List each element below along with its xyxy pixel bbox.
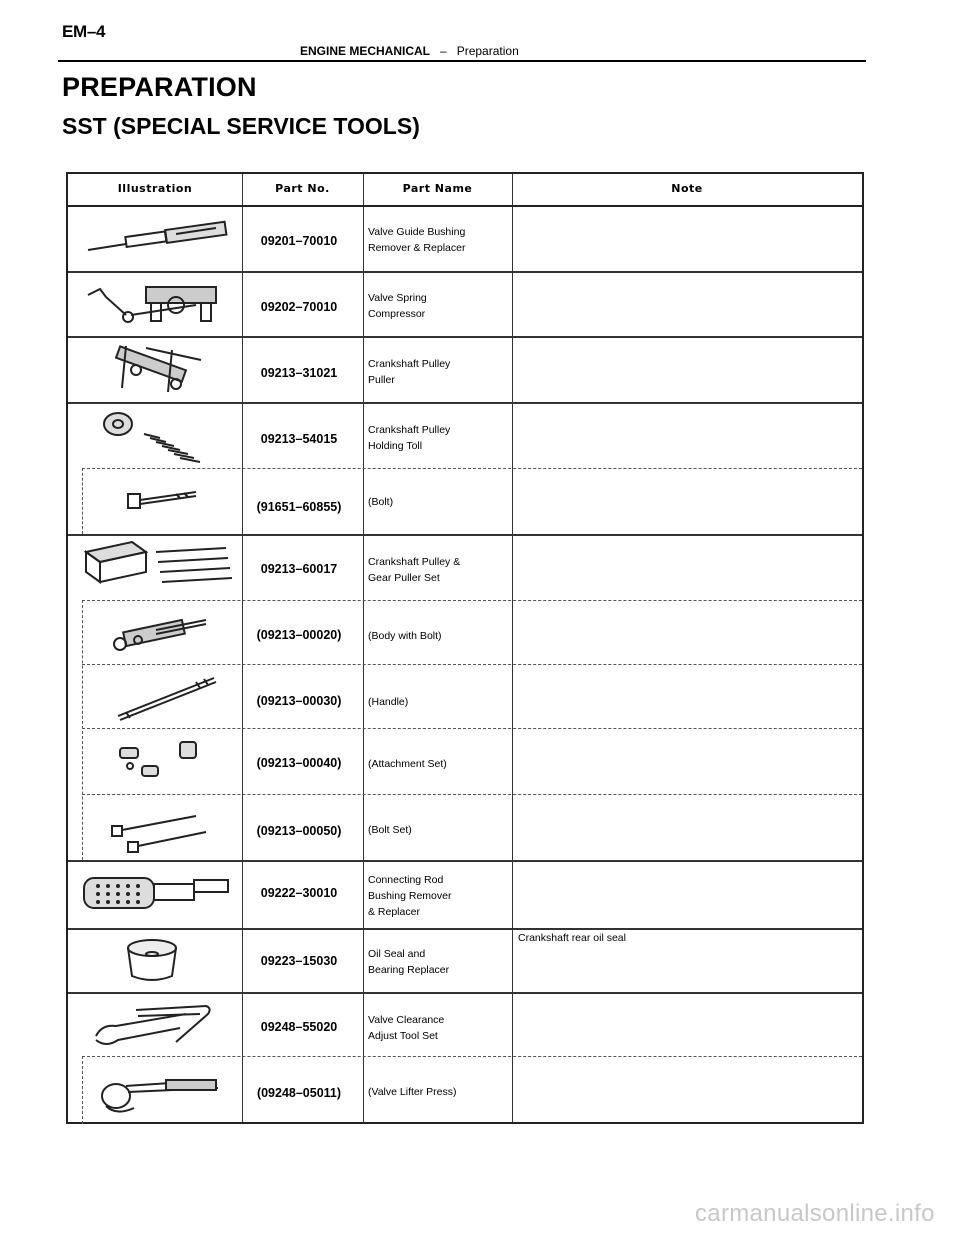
part-number: 09213–54015 — [260, 432, 338, 446]
oil-seal-replacer-icon — [76, 932, 238, 990]
part-name-line: Valve Clearance — [368, 1014, 445, 1026]
crankshaft-pulley-holding-tool-icon — [76, 406, 238, 464]
part-name-line: (Body with Bolt) — [368, 630, 442, 642]
part-name-line: Puller — [368, 374, 395, 386]
part-name-line: Crankshaft Pulley & — [368, 556, 461, 568]
valve-spring-compressor-icon — [76, 275, 238, 333]
part-number: 09223–15030 — [260, 954, 338, 968]
part-name-line: (Valve Lifter Press) — [368, 1086, 457, 1098]
column-header-part-name: Part Name — [402, 182, 473, 195]
row-separator — [68, 336, 862, 338]
part-number: 09213–31021 — [260, 366, 338, 380]
part-name-line: (Bolt Set) — [368, 824, 412, 836]
subrow-separator — [82, 468, 862, 469]
subrow-separator — [82, 1056, 862, 1057]
part-name-line: Crankshaft Pulley — [368, 424, 451, 436]
row-separator — [68, 534, 862, 536]
column-divider — [363, 174, 364, 1122]
page-title: PREPARATION — [62, 72, 257, 102]
subrow-separator — [82, 664, 862, 665]
part-number: 09222–30010 — [260, 886, 338, 900]
part-name-line: Bearing Replacer — [368, 964, 450, 976]
part-name — [368, 494, 508, 510]
part-name-line: Adjust Tool Set — [368, 1030, 438, 1042]
row-separator — [68, 402, 862, 404]
part-number: (09213–00020) — [256, 628, 342, 642]
subsection-title: Preparation — [456, 44, 519, 58]
subrow-separator — [82, 600, 862, 601]
crankshaft-pulley-puller-icon — [76, 340, 238, 398]
attachment-set-icon — [76, 732, 238, 790]
column-header-illustration: Illustration — [117, 182, 193, 195]
part-name — [368, 946, 508, 978]
part-name — [368, 756, 508, 772]
puller-body-with-bolt-icon — [76, 604, 238, 662]
part-name — [368, 872, 508, 920]
header-rule-line — [68, 205, 862, 207]
page-code: EM–4 — [62, 22, 106, 41]
part-name — [368, 554, 508, 586]
part-name-line: Compressor — [368, 308, 426, 320]
row-separator — [68, 992, 862, 994]
part-number: 09213–60017 — [260, 562, 338, 576]
part-name-line: Bushing Remover — [368, 890, 452, 902]
part-name — [368, 224, 508, 256]
part-number: (91651–60855) — [256, 500, 342, 514]
part-name — [368, 1012, 508, 1044]
sst-table — [66, 172, 864, 1124]
bolt-set-icon — [76, 798, 238, 856]
part-name-line: Valve Spring — [368, 292, 427, 304]
bolt-icon — [76, 472, 238, 530]
handle-icon — [76, 668, 238, 726]
part-name-line: (Handle) — [368, 696, 409, 708]
section-title: ENGINE MECHANICAL — [300, 44, 431, 58]
subrow-separator — [82, 728, 862, 729]
row-separator — [68, 860, 862, 862]
page-subtitle: SST (SPECIAL SERVICE TOOLS) — [62, 113, 420, 139]
section-separator: – — [440, 44, 447, 58]
header-rule — [58, 60, 866, 62]
part-name-line: Gear Puller Set — [368, 572, 440, 584]
part-number: 09201–70010 — [260, 234, 338, 248]
part-name-line: Oil Seal and — [368, 948, 426, 960]
part-name-line: Valve Guide Bushing — [368, 226, 466, 238]
valve-guide-bushing-remover-icon — [76, 210, 238, 268]
part-number: (09213–00030) — [256, 694, 342, 708]
column-divider — [242, 174, 243, 1122]
column-header-part-no: Part No. — [275, 182, 330, 195]
part-name-line: & Replacer — [368, 906, 420, 918]
part-number: (09248–05011) — [256, 1086, 342, 1100]
note-text: Crankshaft rear oil seal — [518, 932, 626, 944]
row-separator — [68, 271, 862, 273]
part-name — [368, 1084, 508, 1100]
part-name — [368, 822, 508, 838]
valve-lifter-press-icon — [76, 1060, 238, 1120]
part-name-line: Holding Toll — [368, 440, 423, 452]
part-number: 09202–70010 — [260, 300, 338, 314]
part-name — [368, 694, 508, 710]
part-name — [368, 422, 508, 454]
part-name — [368, 356, 508, 388]
puller-set-case-icon — [76, 538, 238, 596]
part-name-line: Crankshaft Pulley — [368, 358, 451, 370]
part-name-line: (Attachment Set) — [368, 758, 447, 770]
column-divider — [512, 174, 513, 1122]
part-number: 09248–55020 — [260, 1020, 338, 1034]
part-name-line: Remover & Replacer — [368, 242, 466, 254]
section-header — [300, 44, 519, 58]
part-name — [368, 628, 508, 644]
part-name-line: (Bolt) — [368, 496, 394, 508]
part-number: (09213–00040) — [256, 756, 342, 770]
part-name — [368, 290, 508, 322]
valve-clearance-adjust-tool-icon — [76, 996, 238, 1054]
column-header-note: Note — [671, 182, 703, 195]
row-separator — [68, 928, 862, 930]
subrow-separator — [82, 794, 862, 795]
part-name-line: Connecting Rod — [368, 874, 444, 886]
connecting-rod-bushing-remover-icon — [76, 864, 238, 924]
part-number: (09213–00050) — [256, 824, 342, 838]
watermark: carmanualsonline.info — [695, 1200, 935, 1227]
